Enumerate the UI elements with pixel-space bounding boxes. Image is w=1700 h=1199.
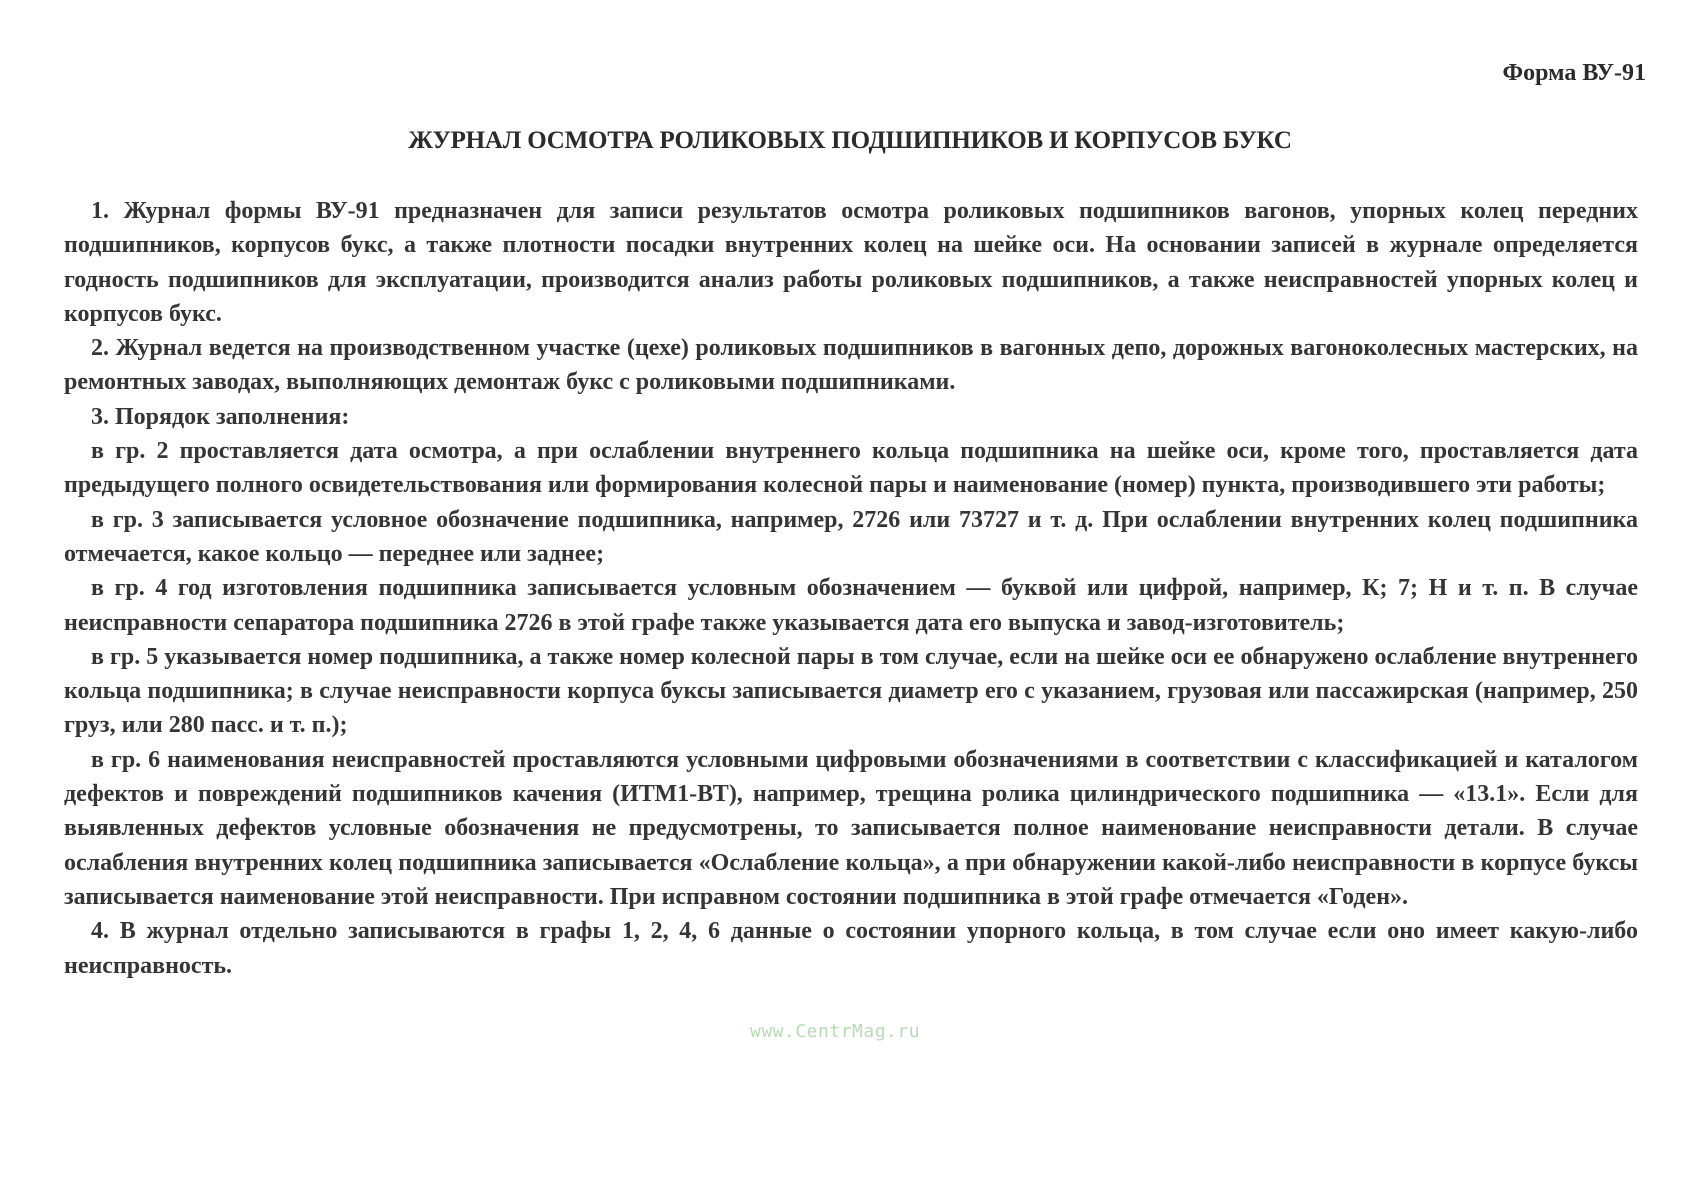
paragraph-column-6: в гр. 6 наименования неисправностей проставляются условными цифровыми обозначениями в соответствии с классификацией и каталогом дефектов и повреждений подшипников качения (ИТМ1-ВТ), например, трещина ролика цилиндрического подшипника — «13.1». Если для выявленных дефектов условные обозначения не предусмотрены, то записывается полное наименование неисправности детали. В случае ослабления внутренних колец подшипника записывается «Ослабление кольца», а при обнаружении какой-либо неисправности в корпусе буксы записывается наименование этой неисправности. При исправном состоянии подшипника в этой графе отмечается «Годен».: [64, 746, 1638, 910]
paragraph-procedure-heading: 3. Порядок заполнения:: [91, 403, 350, 430]
document-title: ЖУРНАЛ ОСМОТРА РОЛИКОВЫХ ПОДШИПНИКОВ И КОРПУСОВ БУКС: [408, 127, 1292, 154]
paragraph-purpose: 1. Журнал формы ВУ-91 предназначен для записи результатов осмотра роликовых подшипников вагонов, упорных колец передних подшипников, корпусов букс, а также плотности посадки внутренних колец на шейке оси. На основании записей в журнале определяется годность подшипников для эксплуатации, производится анализ работы роликовых подшипников, а также неисправностей упорных колец и корпусов букс.: [64, 198, 1638, 327]
paragraph-location: 2. Журнал ведется на производственном участке (цехе) роликовых подшипников в вагонных депо, дорожных вагоноколесных мастерских, на ремонтных заводах, выполняющих демонтаж букс с роликовыми подшипниками.: [64, 335, 1638, 396]
paragraph-column-5: в гр. 5 указывается номер подшипника, а также номер колесной пары в том случае, если на шейке оси ее обнаружено ослабление внутреннего кольца подшипника; в случае неисправности корпуса буксы записывается диаметр его с указанием, грузовая или пассажирская (например, 250 груз, или 280 пасс. и т. п.);: [64, 643, 1638, 739]
watermark: www.CentrMag.ru: [750, 1021, 921, 1042]
paragraph-column-4: в гр. 4 год изготовления подшипника записывается условным обозначением — буквой или цифрой, например, К; 7; Н и т. п. В случае неисправности сепаратора подшипника 2726 в этой графе также указывается дата его выпуска и завод-изготовитель;: [64, 575, 1638, 636]
paragraph-column-2: в гр. 2 проставляется дата осмотра, а при ослаблении внутреннего кольца подшипника на шейке оси, кроме того, проставляется дата предыдущего полного освидетельствования или формирования колесной пары и наименование (номер) пункта, производившего эти работы;: [64, 438, 1638, 499]
document-body: [64, 194, 1638, 983]
form-label: Форма ВУ-91: [1502, 60, 1646, 86]
paragraph-column-3: в гр. 3 записывается условное обозначение подшипника, например, 2726 или 73727 и т. д. При ослаблении внутренних колец подшипника отмечается, какое кольцо — переднее или заднее;: [64, 506, 1638, 567]
paragraph-thrust-ring: 4. В журнал отдельно записываются в графы 1, 2, 4, 6 данные о состоянии упорного кольца, в том случае если оно имеет какую-либо неисправность.: [64, 918, 1638, 979]
